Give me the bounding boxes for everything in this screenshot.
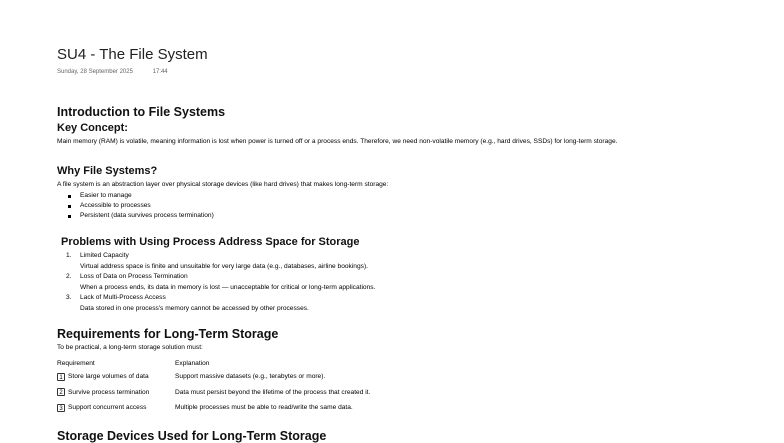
list-number: 2. [66,273,72,280]
problem-title: Limited Capacity [80,252,129,259]
requirements-table [57,357,370,416]
table-row [57,369,370,385]
table-row [57,385,370,401]
page-title: SU4 - The File System [57,46,208,63]
list-number: 1. [66,252,72,259]
why-bullet-list [66,191,214,221]
column-header-requirement: Requirement [57,359,95,367]
list-item: Accessible to processes [66,201,214,211]
requirement-cell: Store large volumes of data [68,373,149,381]
intro-heading: Introduction to File Systems [57,105,226,119]
requirement-cell: Survive process termination [68,388,150,396]
requirements-intro: To be practical, a long-term storage solution must: [57,344,203,351]
problems-heading: Problems with Using Process Address Space for Storage [61,236,360,248]
page-date: Sunday, 28 September 2025 [57,69,133,75]
explanation-cell: Multiple processes must be able to read/write the same data. [175,404,353,412]
problem-text: Virtual address space is finite and unsuitable for very large data (e.g., databases, airline bookings). [80,262,368,270]
devices-heading: Storage Devices Used for Long-Term Storage [57,429,327,443]
column-header-explanation: Explanation [175,359,210,367]
table-header-row [57,357,370,369]
problem-title: Lack of Multi-Process Access [80,294,166,301]
table-row [57,400,370,416]
list-item: Persistent (data survives process termination) [66,211,214,221]
explanation-cell: Data must persist beyond the lifetime of the process that created it. [175,388,371,396]
problems-list [66,251,375,314]
number-badge: 3 [57,404,65,412]
list-item [66,251,375,272]
list-number: 3. [66,294,72,301]
explanation-cell: Support massive datasets (e.g., terabytes or more). [175,373,326,381]
list-item [66,272,375,293]
problem-text: When a process ends, its data in memory is lost — unacceptable for critical or long-term applications. [80,283,376,291]
list-item [66,293,375,314]
why-text: A file system is an abstraction layer over physical storage devices (like hard drives) that makes long-term storage: [57,181,389,188]
intro-subheading: Key Concept: [57,122,128,134]
list-item: Easier to manage [66,191,214,201]
why-heading: Why File Systems? [57,165,158,177]
number-badge: 1 [57,373,65,381]
problem-text: Data stored in one process's memory cannot be accessed by other processes. [80,304,309,312]
number-badge: 2 [57,388,65,396]
page-timestamp [57,69,168,75]
requirement-cell: Support concurrent access [68,404,147,412]
requirements-heading: Requirements for Long-Term Storage [57,327,279,341]
problem-title: Loss of Data on Process Termination [80,273,188,280]
page-time: 17:44 [152,69,168,75]
intro-text: Main memory (RAM) is volatile, meaning information is lost when power is turned off or a process ends. Therefore, we need non-volatile memory (e.g., hard drives, SSDs) for long-term storage. [57,138,618,145]
